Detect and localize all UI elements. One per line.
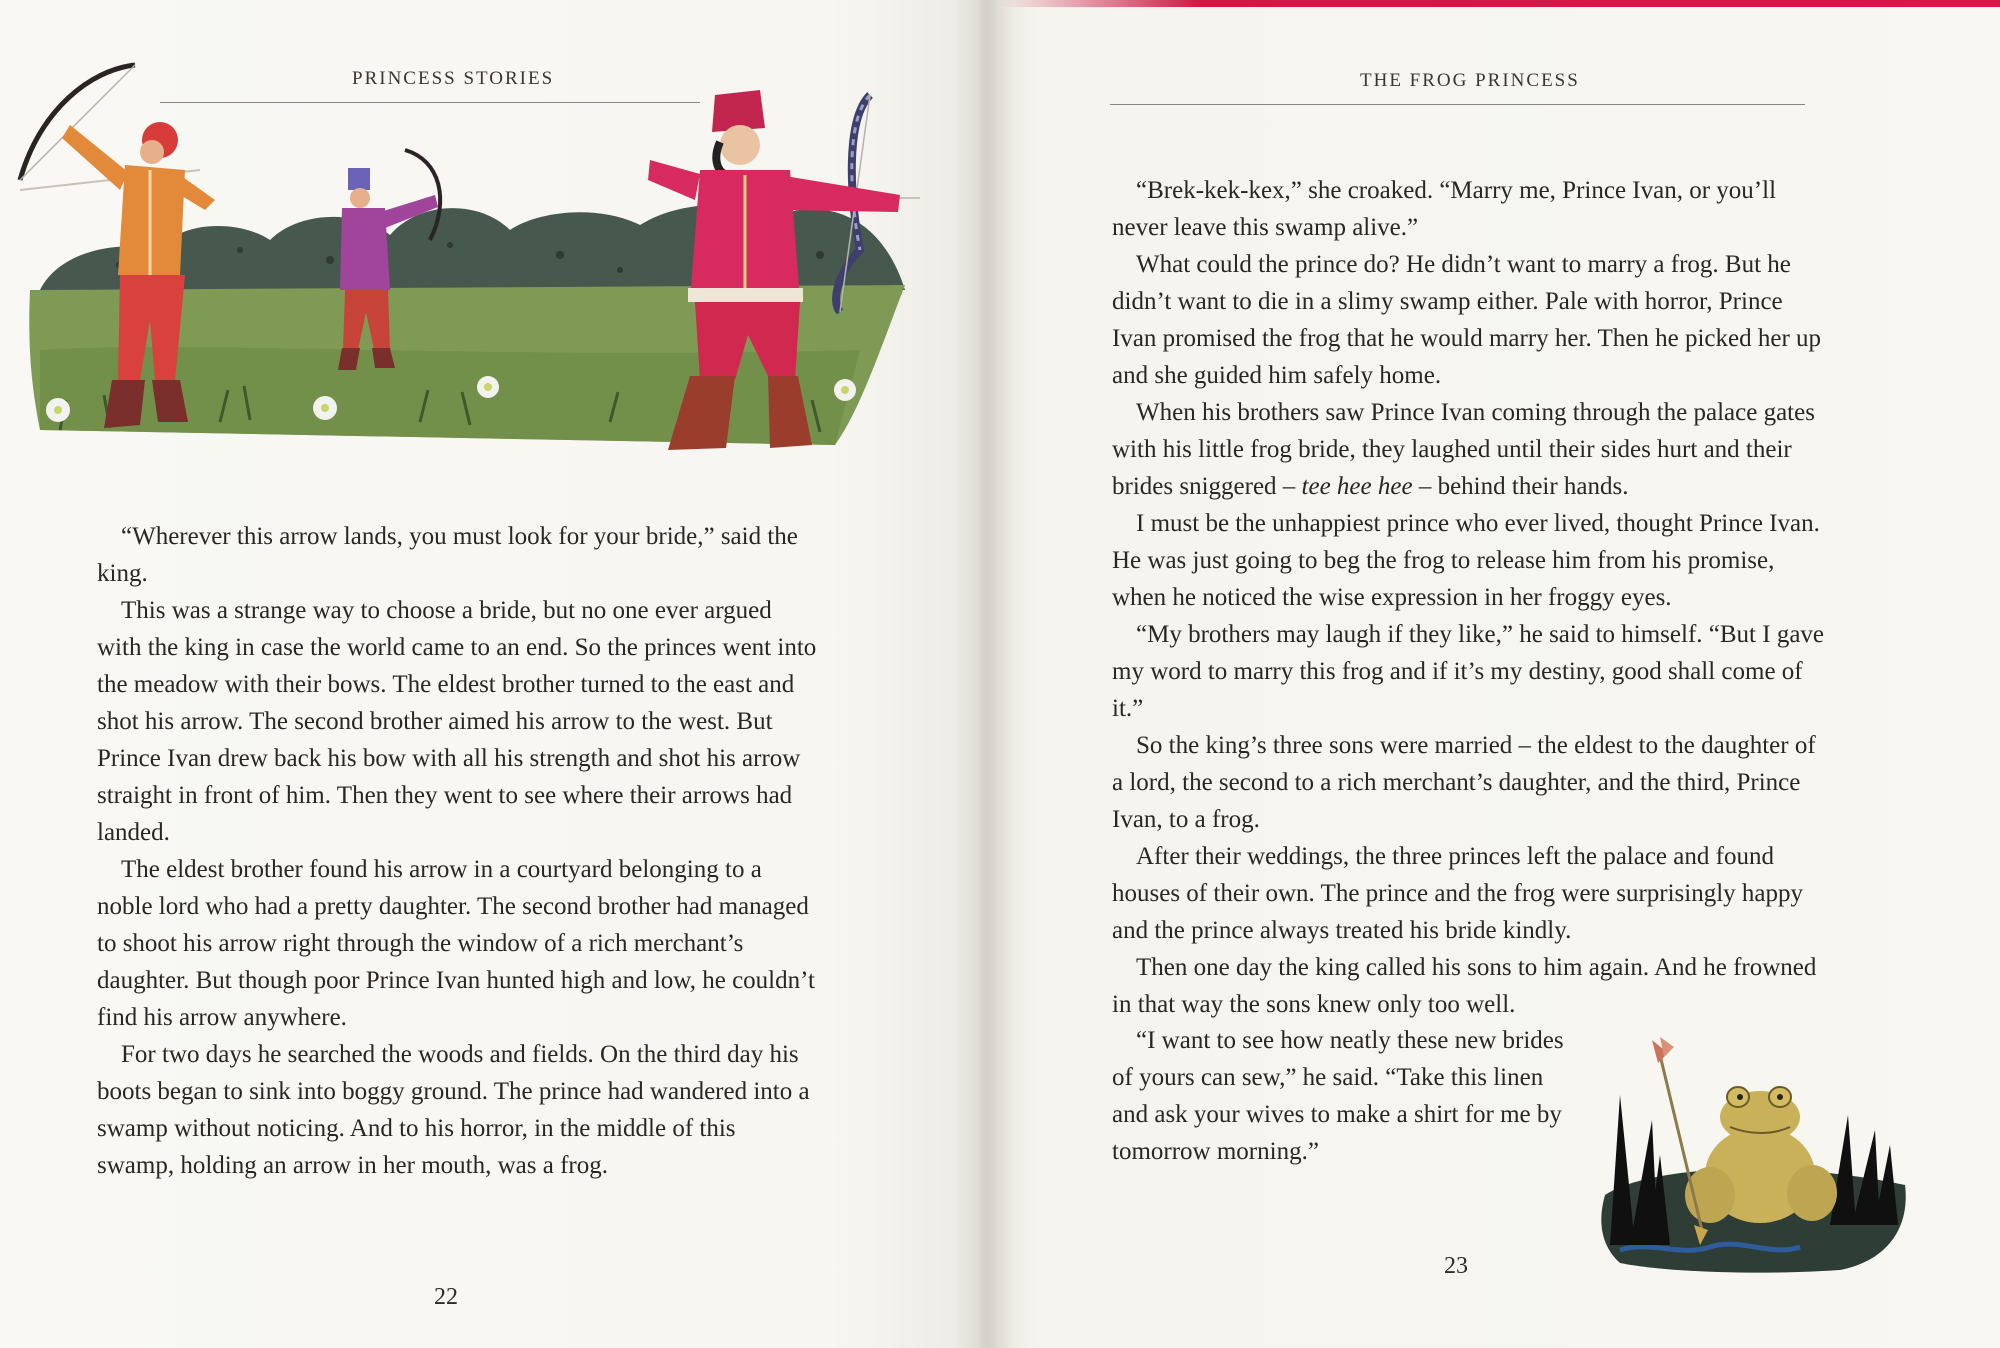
left-paragraph-4: For two days he searched the woods and fields. On the third day his boots began to sink into boggy ground. The prince had wandered into a swamp without noticing. And to his horror, in the middle of this swamp, holding an arrow in her mouth, was a frog. xyxy=(97,1041,810,1179)
right-paragraph-8: Then one day the king called his sons to him again. And he frowned in that way the sons knew only too well. xyxy=(1112,954,1817,1018)
left-paragraph-1: “Wherever this arrow lands, you must look for your bride,” said the king. xyxy=(97,523,798,587)
left-running-head: PRINCESS STORIES xyxy=(352,68,555,89)
archers-meadow-illustration xyxy=(0,50,930,470)
right-paragraph-3 xyxy=(1112,394,1827,505)
right-page-last-text xyxy=(1112,1022,1572,1170)
right-paragraph-3-start: When his brothers saw Prince Ivan coming through the palace gates with his little frog bride, they laughed until their sides hurt and their brides sniggered – xyxy=(1112,399,1815,500)
left-page xyxy=(0,0,980,1348)
right-page-number: 23 xyxy=(1444,1253,1468,1279)
right-paragraph-6: So the king’s three sons were married – the eldest to the daughter of a lord, the second to a rich merchant’s daughter, and the third, Prince Ivan, to a frog. xyxy=(1112,732,1816,833)
left-page-text xyxy=(97,518,817,1184)
left-paragraph-2: This was a strange way to choose a bride, but no one ever argued with the king in case the world came to an end. So the princes went into the meadow with their bows. The eldest brother turned to the east and shot his arrow. The second brother aimed his arrow to the west. But Prince Ivan drew back his bow with all his strength and shot his arrow straight in front of him. Then they went to see where their arrows had landed. xyxy=(97,597,817,846)
right-paragraph-1: “Brek-kek-kex,” she croaked. “Marry me, Prince Ivan, or you’ll never leave this swamp alive.” xyxy=(1112,177,1777,241)
frog-with-arrow-illustration xyxy=(1590,1035,1920,1275)
book-gutter xyxy=(955,0,1015,1348)
right-paragraph-4: I must be the unhappiest prince who ever lived, thought Prince Ivan. He was just going to beg the frog to release him from his promise, when he noticed the wise expression in her froggy eyes. xyxy=(1112,510,1820,611)
right-paragraph-3-end: – behind their hands. xyxy=(1412,473,1629,500)
right-paragraph-9: “I want to see how neatly these new brides of yours can sew,” he said. “Take this linen and ask your wives to make a shirt for me by tomorrow morning.” xyxy=(1112,1027,1564,1165)
right-paragraph-5: “My brothers may laugh if they like,” he said to himself. “But I gave my word to marry this frog and if it’s my destiny, good shall come of it.” xyxy=(1112,621,1825,722)
right-paragraph-3-italic: tee hee hee xyxy=(1301,473,1413,500)
right-header-rule xyxy=(1110,104,1805,105)
right-page-text xyxy=(1112,172,1827,1023)
left-page-number: 22 xyxy=(434,1284,458,1310)
right-page xyxy=(980,0,2000,1348)
right-paragraph-2: What could the prince do? He didn’t want to marry a frog. But he didn’t want to die in a slimy swamp either. Pale with horror, Prince Ivan promised the frog that he would marry her. Then he picked her up and she guided him safely home. xyxy=(1112,251,1822,389)
left-paragraph-3: The eldest brother found his arrow in a courtyard belonging to a noble lord who had a pretty daughter. The second brother had managed to shoot his arrow right through the window of a rich merchant’s daughter. But though poor Prince Ivan hunted high and low, he couldn’t find his arrow anywhere. xyxy=(97,856,815,1031)
red-edge-strip xyxy=(1000,0,2000,7)
right-paragraph-7: After their weddings, the three princes left the palace and found houses of their own. The prince and the frog were surprisingly happy and the prince always treated his bride kindly. xyxy=(1112,843,1804,944)
right-running-head: THE FROG PRINCESS xyxy=(1360,70,1580,91)
